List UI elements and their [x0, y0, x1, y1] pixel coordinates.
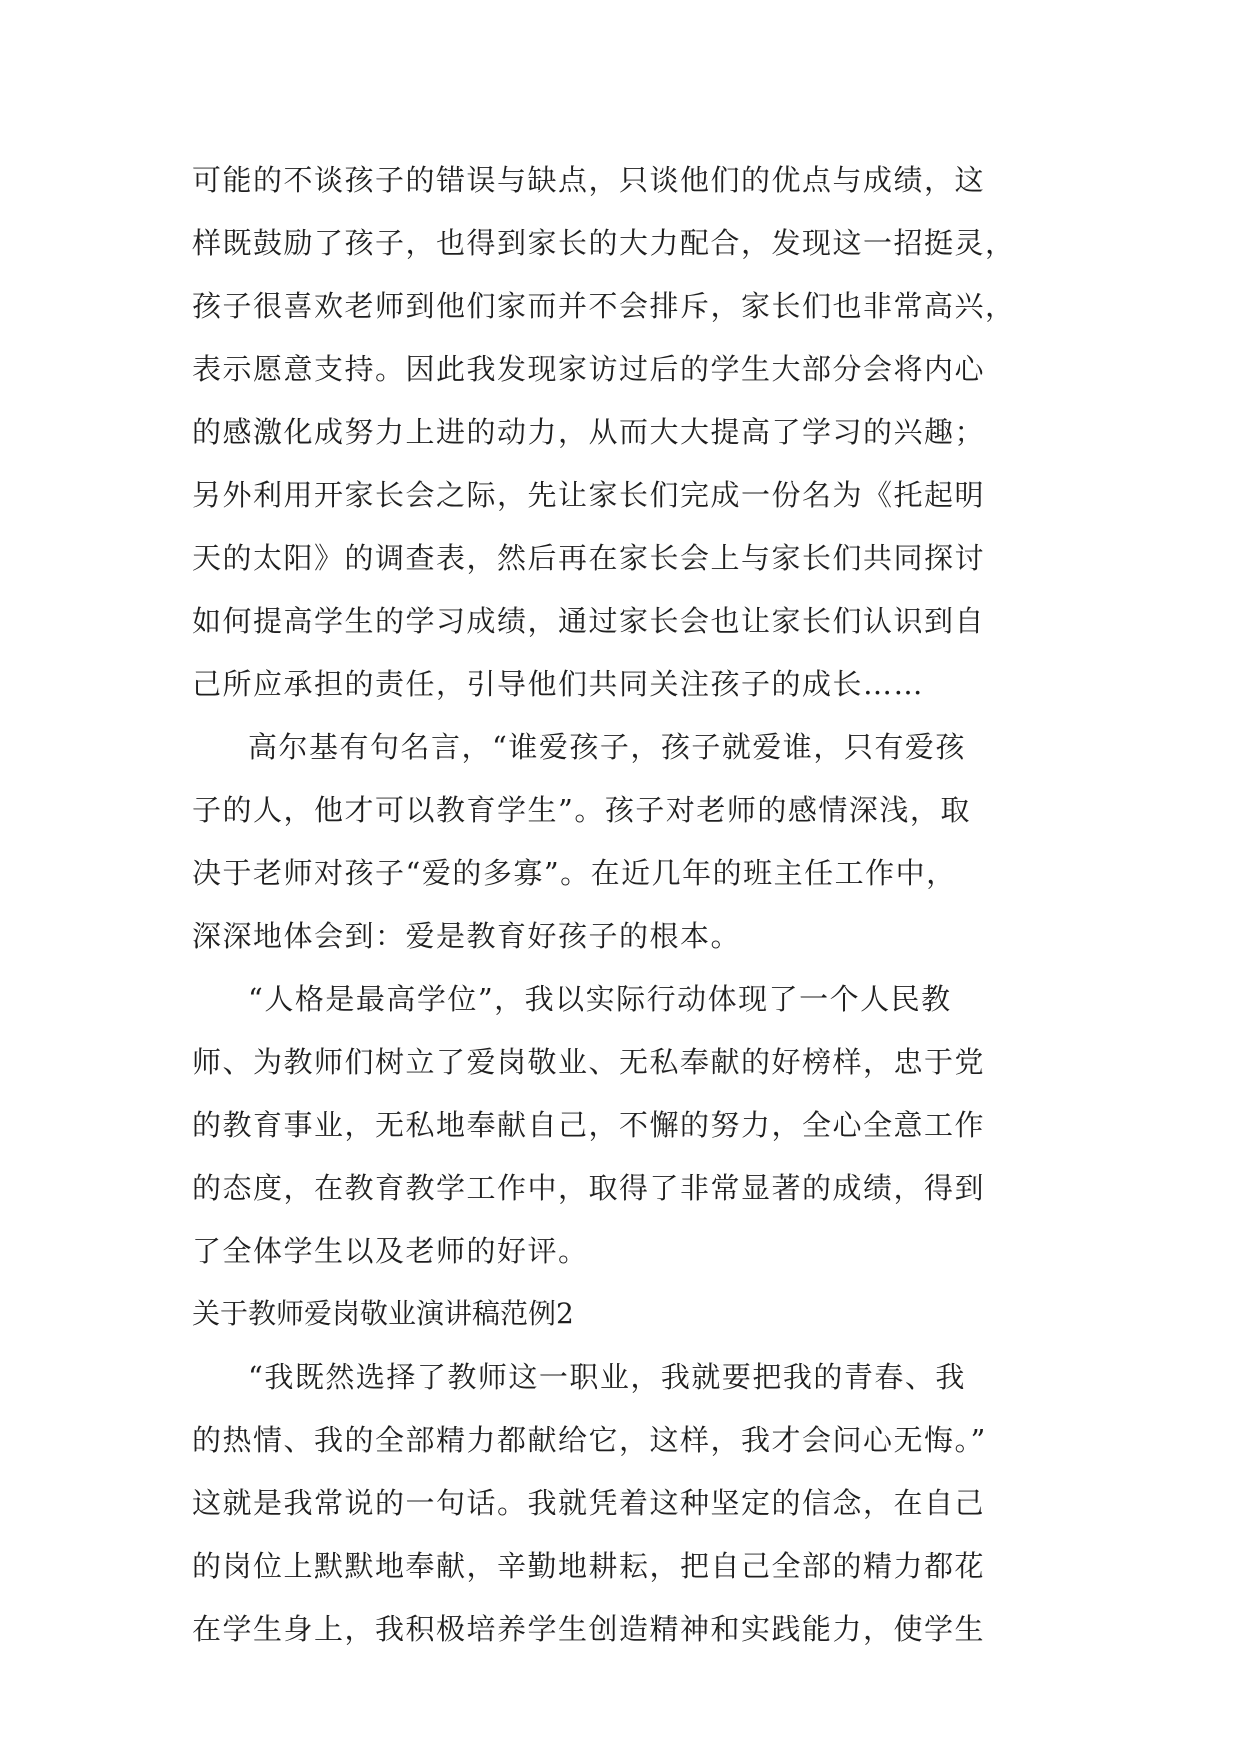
- text-line: 这就是我常说的一句话。我就凭着这种坚定的信念，在自己: [192, 1486, 986, 1520]
- text-line: 天的太阳》的调查表，然后再在家长会上与家长们共同探讨: [192, 541, 986, 575]
- text-line: 的教育事业，无私地奉献自己，不懈的努力，全心全意工作: [192, 1108, 986, 1142]
- section-heading: 关于教师爱岗敬业演讲稿范例2: [192, 1297, 574, 1330]
- text-line: 另外利用开家长会之际，先让家长们完成一份名为《托起明: [192, 478, 986, 512]
- paragraph-first-line: “人格是最高学位”，我以实际行动体现了一个人民教: [248, 982, 952, 1016]
- text-line: 己所应承担的责任，引导他们共同关注孩子的成长……: [192, 667, 925, 701]
- text-line: 可能的不谈孩子的错误与缺点，只谈他们的优点与成绩，这: [192, 163, 986, 197]
- text-line: 师、为教师们树立了爱岗敬业、无私奉献的好榜样，忠于党: [192, 1045, 986, 1079]
- text-line: 深深地体会到：爱是教育好孩子的根本。: [192, 919, 742, 953]
- text-line: 子的人，他才可以教育学生”。孩子对老师的感情深浅，取: [192, 793, 971, 827]
- text-line: 的感激化成努力上进的动力，从而大大提高了学习的兴趣；: [192, 415, 986, 449]
- text-line: 的态度，在教育教学工作中，取得了非常显著的成绩，得到: [192, 1171, 986, 1205]
- text-line: 表示愿意支持。因此我发现家访过后的学生大部分会将内心: [192, 352, 986, 386]
- text-line: 样既鼓励了孩子，也得到家长的大力配合，发现这一招挺灵，: [192, 226, 1016, 260]
- text-line: 在学生身上，我积极培养学生创造精神和实践能力，使学生: [192, 1612, 986, 1646]
- text-line: 如何提高学生的学习成绩，通过家长会也让家长们认识到自: [192, 604, 986, 638]
- paragraph-first-line: 高尔基有句名言，“谁爱孩子，孩子就爱谁，只有爱孩: [248, 730, 966, 764]
- text-line: 的岗位上默默地奉献，辛勤地耕耘，把自己全部的精力都花: [192, 1549, 986, 1583]
- text-line: 孩子很喜欢老师到他们家而并不会排斥，家长们也非常高兴，: [192, 289, 1016, 323]
- text-line: 了全体学生以及老师的好评。: [192, 1234, 589, 1268]
- paragraph-first-line: “我既然选择了教师这一职业，我就要把我的青春、我: [248, 1360, 966, 1394]
- text-line: 的热情、我的全部精力都献给它，这样，我才会问心无悔。”: [192, 1423, 987, 1457]
- text-line: 决于老师对孩子“爱的多寡”。在近几年的班主任工作中，: [192, 856, 957, 890]
